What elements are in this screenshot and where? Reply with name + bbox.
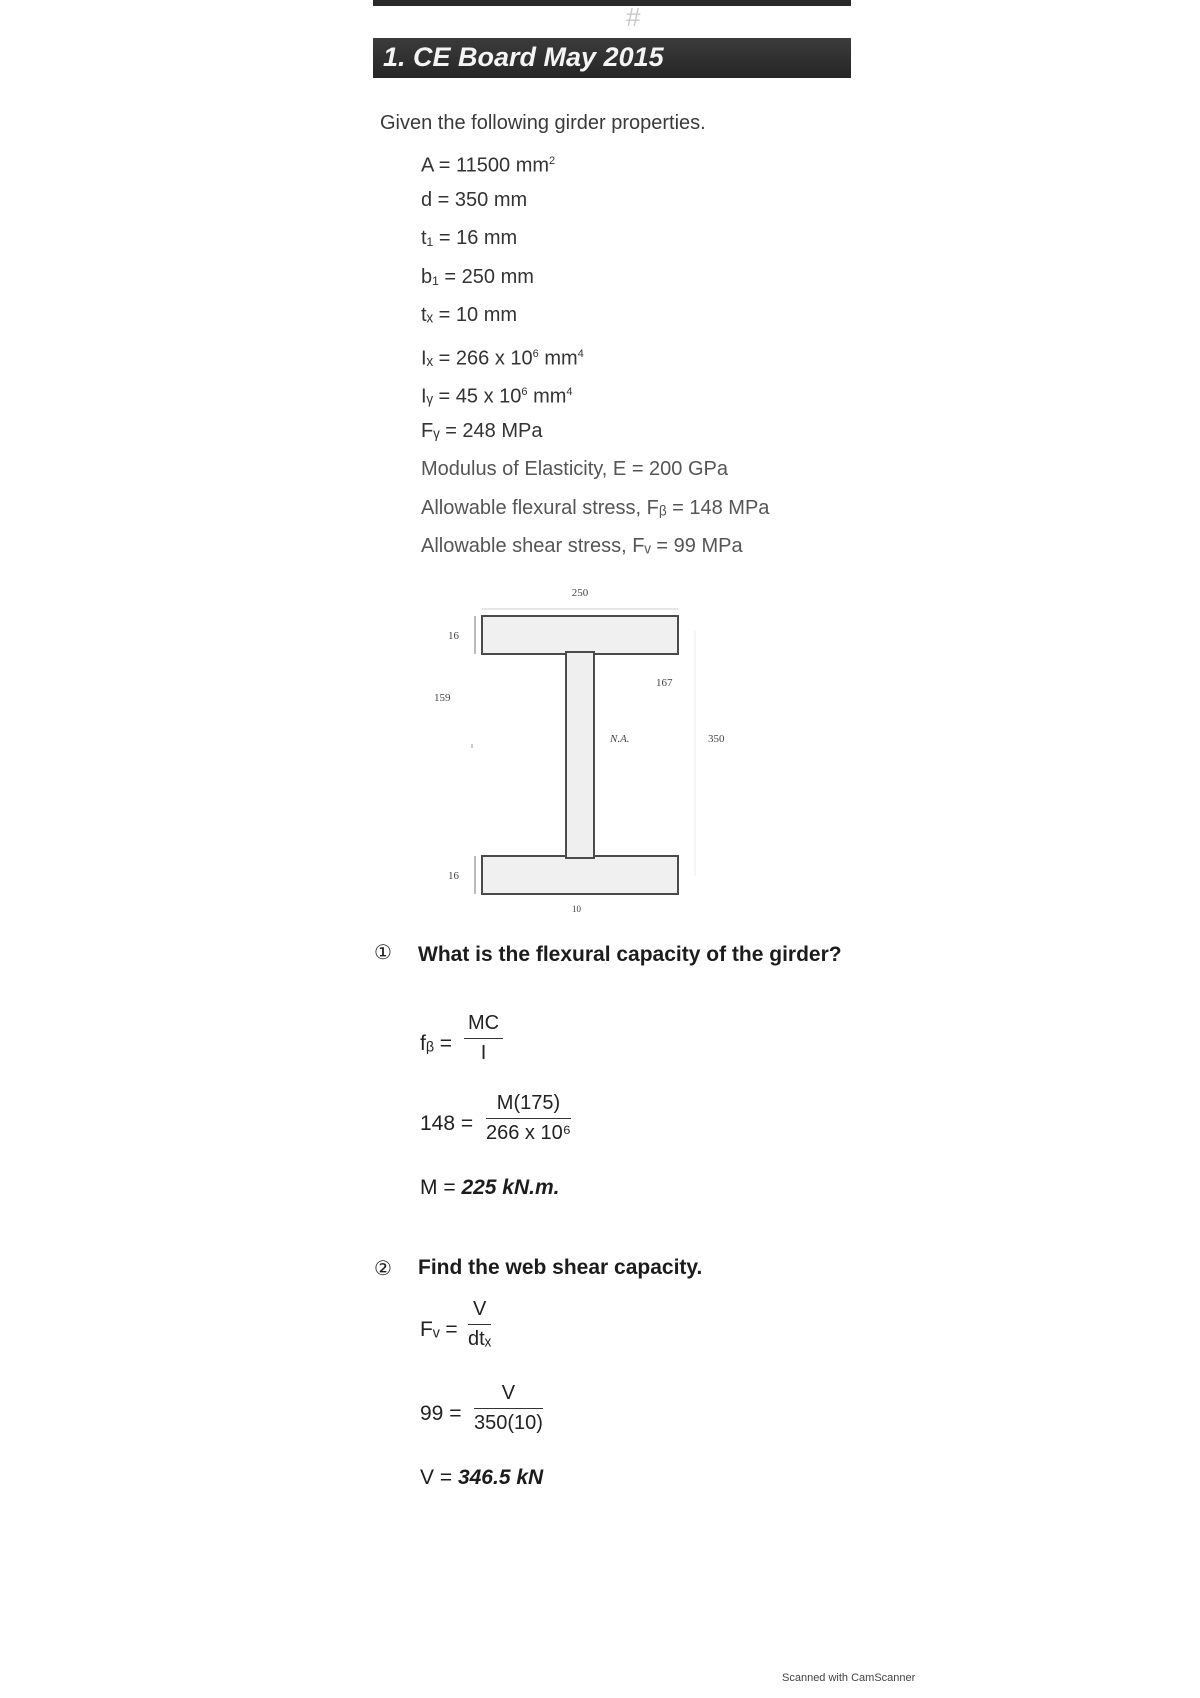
question-1-text: What is the flexural capacity of the girder? <box>418 943 842 966</box>
q1-answer: M = 225 kN.m. <box>420 1176 560 1199</box>
property-item: tₓ = 10 mm <box>421 304 518 326</box>
property-item: b₁ = 250 mm <box>421 265 534 288</box>
intro-text: Given the following girder properties. <box>380 112 706 134</box>
top-distance-label: 159 <box>434 692 451 704</box>
q2-answer: V = 346.5 kN <box>420 1466 544 1489</box>
property-item: A = 11500 $mm^2$ <box>421 154 556 177</box>
bottom-flange-thickness: 16 <box>448 870 459 882</box>
web-thickness-label: 10 <box>572 904 581 914</box>
property-item: Fᵧ = 248 MPa <box>421 419 543 442</box>
property-item: Iᵧ = 45 x $10^6$ $mm^4$ <box>421 385 573 408</box>
top-flange <box>482 616 678 654</box>
problem-header <box>373 38 851 78</box>
web <box>566 652 594 858</box>
q1-eq1-fraction: $\frac{MC}{I}$ <box>464 1012 503 1065</box>
q2-eq2-lhs: 99 = <box>420 1402 462 1425</box>
i-beam-diagram <box>420 576 740 914</box>
property-item: d = 350 mm <box>421 188 528 211</box>
property-list <box>421 146 769 570</box>
q2-eq1-fraction: V dtₓ <box>468 1298 492 1350</box>
q2-eq2-fraction: $\frac{V}{350(10)}$ <box>474 1382 543 1434</box>
top-border <box>373 0 851 6</box>
property-item: t₁ = 16 mm <box>421 227 518 249</box>
q1-eq1-lhs: fᵦ = <box>420 1032 453 1055</box>
q1-eq2-fraction: $\frac{M(175)}{\text{266 x 10⁶}}$ <box>486 1092 571 1144</box>
question-2-number: ② <box>374 1258 392 1280</box>
property-item: Iₓ = 266 x $10^6$ $mm^4$ <box>421 347 584 370</box>
question-1-number: ① <box>374 942 392 964</box>
depth-label: 350 <box>708 733 725 745</box>
q1-eq2-lhs: 148 = <box>420 1112 474 1135</box>
right-distance-label: 167 <box>656 677 673 689</box>
q2-eq1-lhs: Fᵥ = <box>420 1318 458 1341</box>
bottom-flange <box>482 856 678 894</box>
question-2-text: Find the web shear capacity. <box>418 1256 703 1279</box>
problem-title: 1. CE Board May 2015 <box>383 42 664 72</box>
property-item: Allowable flexural stress, Fᵦ = 148 MPa <box>421 496 770 519</box>
property-item: Allowable shear stress, Fᵥ = 99 MPa <box>421 535 743 557</box>
flange-width-label: 250 <box>571 587 589 599</box>
hash-mark: # <box>626 2 641 32</box>
neutral-axis-label: N.A. <box>610 733 630 745</box>
scanner-watermark: Scanned with CamScanner <box>782 1672 916 1684</box>
property-item: Modulus of Elasticity, E = 200 GPa <box>421 458 729 480</box>
top-flange-thickness: 16 <box>448 630 459 642</box>
